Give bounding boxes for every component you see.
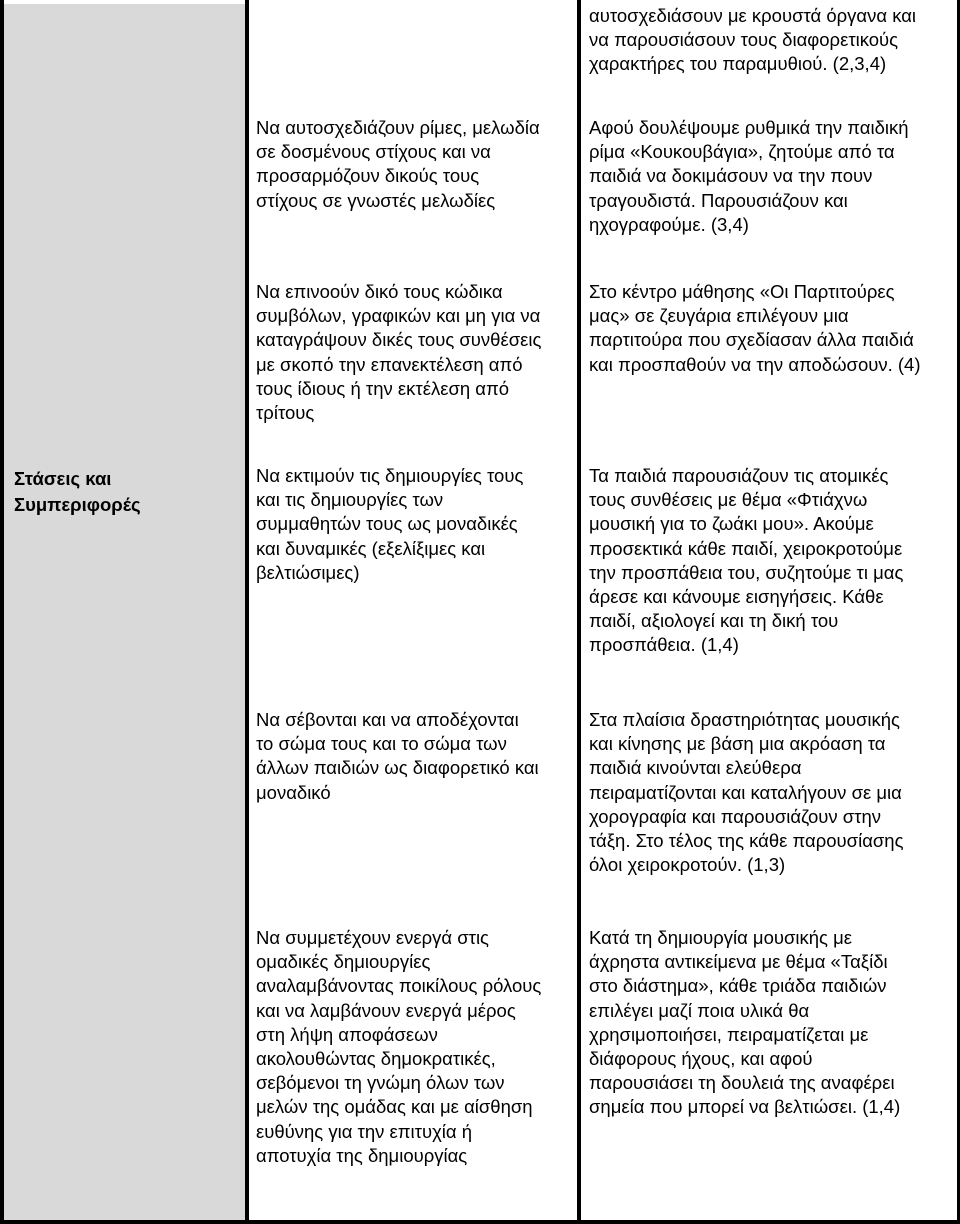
- objective-5: Να συμμετέχουν ενεργά στις ομαδικές δημιουργίες αναλαμβάνοντας ποικίλους ρόλους και να λαμβάνουν ενεργά μέρος στη λήψη αποφάσεων ακολουθώντας δημοκρατικές, σεβόμενοι τη γνώμη όλων των μελών της ομάδας και με αίσθηση ευθύνης για την επιτυχία ή αποτυχία της δημιουργίας: [256, 927, 542, 1166]
- objective-4: Να σέβονται και να αποδέχονται το σώμα τους και το σώμα των άλλων παιδιών ως διαφορετικό και μοναδικό: [256, 709, 539, 803]
- objective-1: Να αυτοσχεδιάζουν ρίμες, μελωδία σε δοσμένους στίχους και να προσαρμόζουν δικούς τους στίχους σε γνωστές μελωδίες: [256, 117, 540, 211]
- activity-4: Στα πλαίσια δραστηριότητας μουσικής και κίνησης με βάση μια ακρόαση τα παιδιά κινούνται ελεύθερα πειραματίζονται και καταλήγουν σε μια χορογραφία και παρουσιάζουν στην τάξη. Στο τέλος της κάθε παρουσίασης όλοι χειροκροτούν. (1,3): [589, 709, 904, 876]
- objective-2: Να επινοούν δικό τους κώδικα συμβόλων, γραφικών και μη για να καταγράψουν δικές τους συνθέσεις με σκοπό την επανεκτέλεση από τους ίδιους ή την εκτέλεση από τρίτους: [256, 281, 542, 424]
- activity-1: Αφού δουλέψουμε ρυθμικά την παιδική ρίμα «Κουκουβάγια», ζητούμε από τα παιδιά να δοκιμάσουν να την πουν τραγουδιστά. Παρουσιάζουν και ηχογραφούμε. (3,4): [589, 117, 909, 235]
- objective-3: Να εκτιμούν τις δημιουργίες τους και τις δημιουργίες των συμμαθητών τους ως μοναδικές και δυναμικές (εξελίξιμες και βελτιώσιμες): [256, 465, 524, 583]
- activity-5: Κατά τη δημιουργία μουσικής με άχρηστα αντικείμενα με θέμα «Ταξίδι στο διάστημα», κάθε τριάδα παιδιών επιλέγει μαζί ποια υλικά θα χρησιμοποιήσει, πειραματίζεται με διάφορους ήχους, και αφού παρουσιάσει τη δουλειά της αναφέρει σημεία που μπορεί να βελτιώσει. (1,4): [589, 927, 901, 1118]
- table-border-bottom: [0, 1220, 960, 1224]
- row-heading: Στάσεις και Συμπεριφορές: [14, 468, 141, 515]
- table-border-col1: [245, 0, 249, 1224]
- activity-2: Στο κέντρο μάθησης «Οι Παρτιτούρες μας» σε ζευγάρια επιλέγουν μια παρτιτούρα που σχεδίασαν άλλα παιδιά και προσπαθούν να την αποδώσουν. (4): [589, 281, 921, 375]
- activity-3: Τα παιδιά παρουσιάζουν τις ατομικές τους συνθέσεις με θέμα «Φτιάχνω μουσική για το ζωάκι μου». Ακούμε προσεκτικά κάθε παιδί, χειροκροτούμε την προσπάθεια του, συζητούμε τι μας άρεσε και κάνουμε εισηγήσεις. Κάθε παιδί, αξιολογεί και τη δική του προσπάθεια. (1,4): [589, 465, 904, 656]
- table-border-col2: [577, 0, 581, 1224]
- heading-column-shading: [4, 4, 245, 1220]
- activity-continued: αυτοσχεδιάσουν με κρουστά όργανα και να παρουσιάσουν τους διαφορετικούς χαρακτήρες του παραμυθιού. (2,3,4): [589, 5, 917, 75]
- table-border-left: [0, 0, 4, 1224]
